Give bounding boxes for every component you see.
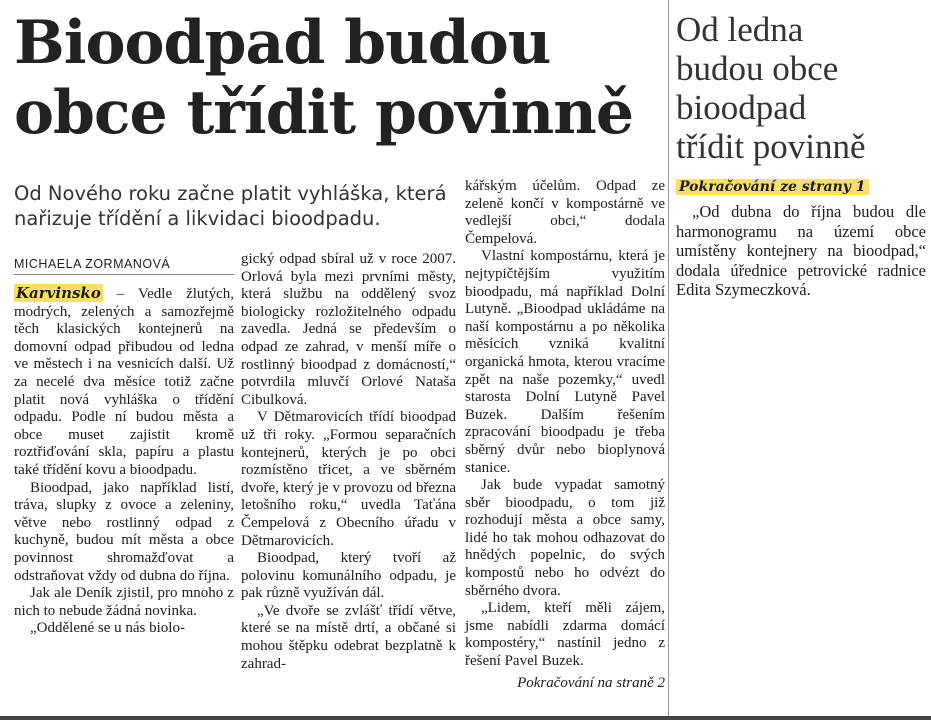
paragraph: Bioodpad, jako například listí, tráva, slupky z ovoce a zeleniny, větve nebo rostlinný odpad z kuchyně, budou mít města a obce povinnost shromažďovat a odstraňovat vždy od dubna do října. xyxy=(14,479,234,584)
column-divider xyxy=(668,0,669,720)
headline-line-1: Bioodpad budou xyxy=(14,8,551,78)
paragraph: „Od dubna do října budou dle harmonogramu na území obce umístěny kontejnery na bioodpad,“ dodala úřednice petrovické radnice Edita Szymeczková. xyxy=(676,202,926,299)
side-headline-line-2: budou obce xyxy=(676,49,839,88)
article-column-2 xyxy=(241,251,456,673)
paragraph: „Oddělené se u nás biolo- xyxy=(30,620,185,637)
paragraph: Jak ale Deník zjistil, pro mnoho z nich to nebude žádná novinka. xyxy=(14,585,234,619)
author-byline: MICHAELA ZORMANOVÁ xyxy=(14,257,234,275)
paragraph: kářským účelům. Odpad ze zeleně končí v kompostárně ve vedlejší obci,“ dodala Čempelová. xyxy=(465,178,665,247)
side-article-column xyxy=(676,202,926,300)
side-headline-line-3: bioodpad xyxy=(676,88,807,127)
bottom-rule xyxy=(0,716,931,720)
paragraph: Jak bude vypadat samotný sběr bioodpadu, o tom již rozhodují města a obce samy, lidé ho tak mohou odhazovat do hnědých popelnic, do svých kompostů nebo ho odvézt do sběrného dvora. xyxy=(465,477,665,599)
side-headline-line-1: Od ledna xyxy=(676,10,804,49)
paragraph: „Ve dvoře se zvlášť třídí větve, které se na místě drtí, a občané si mohou štěpku odebrat bezplatně k zahrad- xyxy=(241,602,456,672)
paragraph: Vlastní kompostárnu, která je nejtypičtějším využitím bioodpadu, má například Dolní Lutyně. „Bioodpad ukládáme na naší kompostárnu a po několika měsících vzniká kvalitní organická hmota, kterou vracíme zpět na naše pozemky,“ uvedl starosta Dolní Lutyně Pavel Buzek. Dalším řešením zpracování bioodpadu je třeba sběrný dvůr nebo bioplynová stanice. xyxy=(465,248,665,476)
article-column-1 xyxy=(14,285,234,638)
paragraph: „Lidem, kteří měli zájem, jsme nabídli zdarma domácí kompostéry,“ nastínil jedno z řešení Pavel Buzek. xyxy=(465,600,665,670)
headline-line-2: obce třídit povinně xyxy=(14,78,634,148)
paragraph-text: – Vedle žlutých, modrých, zelených a samozřejmě těch klasických kontejnerů na domovní odpad přibudou od ledna ve městech i na vesnicích další. Už za necelé dva měsíce totiž začne platit nová vyhláška o třídění odpadu. Podle ní budou města a obce muset zajistit kromě roztřiďování skla, papíru a plastu také třídění kovu a bioodpadu. xyxy=(14,286,234,478)
continued-on-page: Pokračování na straně 2 xyxy=(517,674,665,691)
main-headline xyxy=(14,8,664,148)
side-headline-line-4: třídit povinně xyxy=(676,127,866,166)
continued-from-text: Pokračování ze strany 1 xyxy=(676,179,869,195)
subheadline: Od Nového roku začne platit vyhláška, která nařizuje třídění a likvidaci bioodpadu. xyxy=(14,182,447,230)
side-headline xyxy=(676,10,926,166)
continued-from-label xyxy=(676,179,906,195)
paragraph xyxy=(14,285,234,480)
article-column-3 xyxy=(465,178,665,692)
paragraph: Bioodpad, který tvoří až polovinu komunálního odpadu, je pak různě využíván dál. xyxy=(241,550,456,602)
paragraph: V Dětmarovicích třídí bioodpad už tři roky. „Formou separačních kontejnerů, kterých je po obci rozmístěno třicet, a ve sběrném dvoře, který je v provozu od března letošního roku,“ uvedla Taťána Čempelová z Obecního úřadu v Dětmarovicích. xyxy=(241,409,456,549)
location-tag: Karvinsko xyxy=(16,284,101,302)
paragraph: gický odpad sbíral už v roce 2007. Orlová byla mezi prvními městy, která službu na oddělený svoz biologicky rozložitelného odpadu zavedla. Jedná se především o odpad ze zahrad, v menší míře o rostlinný bioodpad z domácností,“ potvrdila mluvčí Orlové Nataša Cibulková. xyxy=(241,251,456,408)
